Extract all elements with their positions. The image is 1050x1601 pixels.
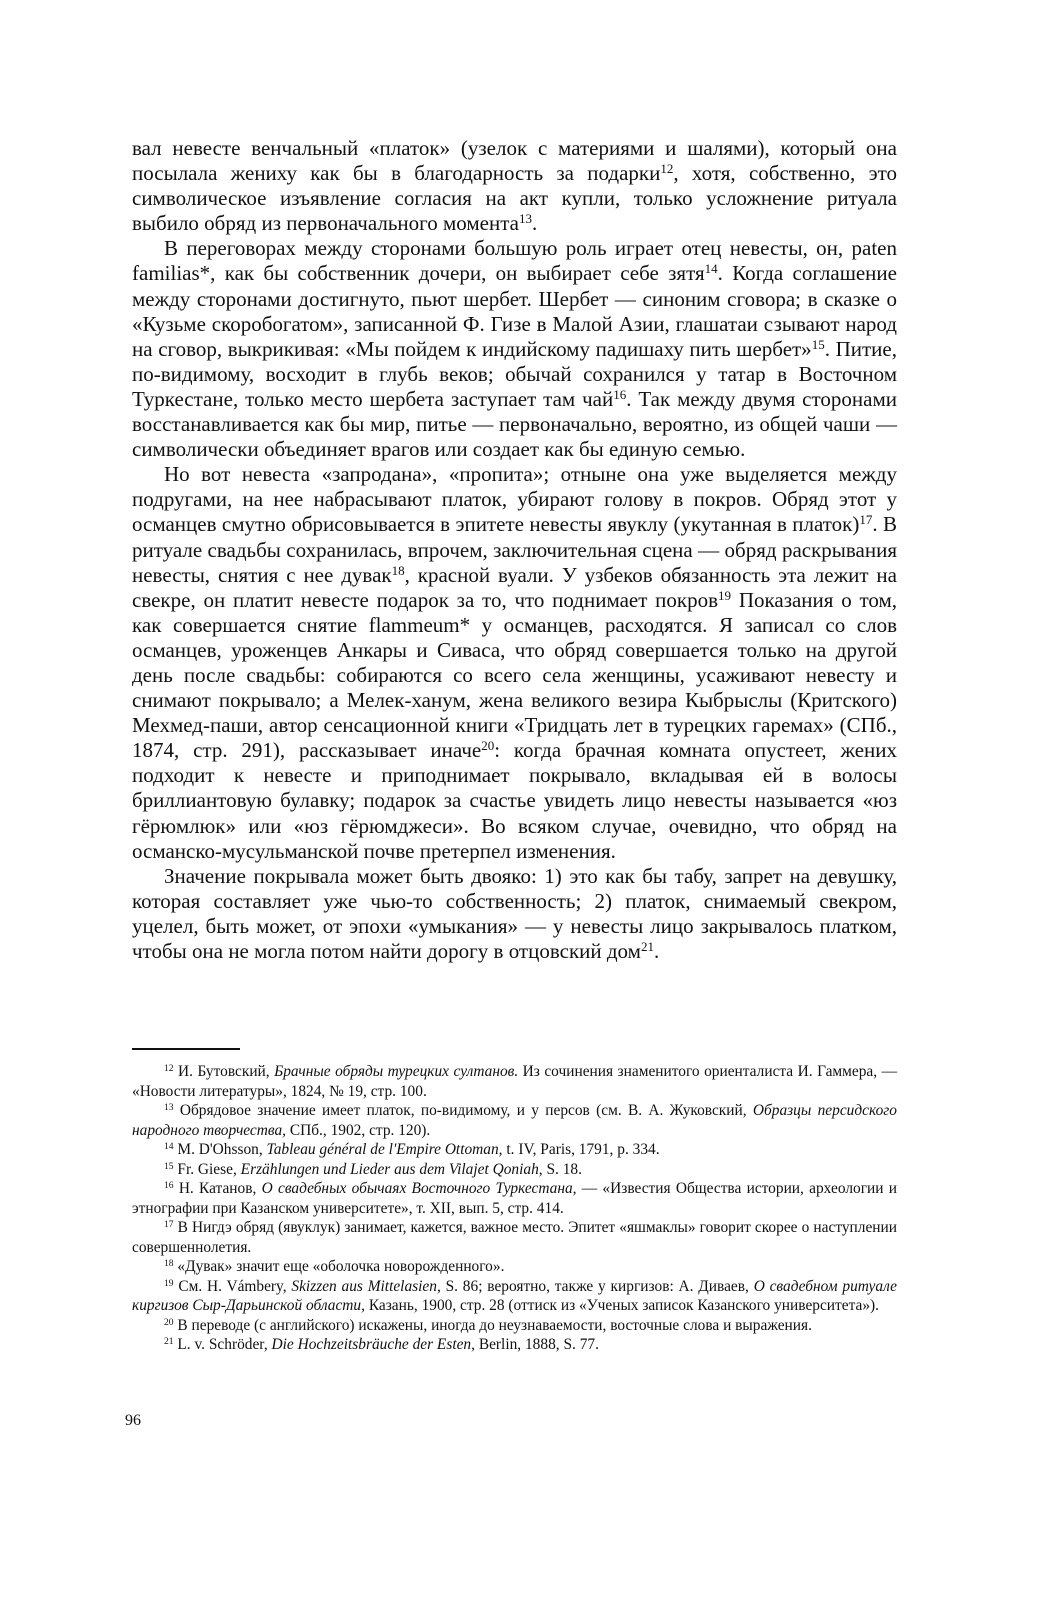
text-run: Обрядовое значение имеет платок, по-видимому, и у персов (см. В. А. Жуковский, <box>179 1102 753 1119</box>
footnote-ref: 17 <box>859 512 873 528</box>
footnote-number: 14 <box>164 1140 174 1152</box>
text-run: В переводе (с английского) искажены, иногда до неузнаваемости, восточные слова и выражения. <box>177 1316 812 1334</box>
footnote <box>132 1277 897 1316</box>
text-run: t. IV, Paris, 1791, p. 334. <box>502 1141 660 1158</box>
text-run: S. 86; вероятно, также у киргизов: А. Диваев, <box>440 1277 754 1295</box>
text-run: Значение покрывала может быть двояко: 1) это как бы табу, запрет на девушку, которая составляет уже чью-то собственность; 2) платок, снимаемый свекром, уцелел, быть может, от эпохи «умыкания» — у невесты лицо закрывалось платком, чтобы она не могла потом найти дорогу в отцовский дом <box>132 863 897 963</box>
paragraph <box>132 462 897 864</box>
footnote-number: 21 <box>164 1335 174 1347</box>
italic-title: О свадебных обычаях Восточного Туркестана, <box>261 1180 577 1197</box>
text-run: Казань, 1900, стр. 28 (оттиск из «Ученых записок Казанского университета»). <box>364 1297 880 1314</box>
footnote-ref: 21 <box>640 938 654 954</box>
footnote <box>132 1257 897 1277</box>
text-run: Из сочинения знаменитого ориенталиста И. Гаммера, — «Новости литературы», 1824, № 19, стр. 100. <box>132 1063 897 1100</box>
italic-title: О свадебном ритуале киргизов Сыр-Дарьинской области, <box>132 1277 897 1314</box>
footnote-ref: 14 <box>704 261 718 277</box>
text-run: В Нигдэ обряд (явуклук) занимает, кажется, важное место. Эпитет «яшмаклы» говорит скорее о наступлении совершеннолетия. <box>132 1219 897 1256</box>
footnote-number: 18 <box>164 1257 174 1269</box>
footnote-ref: 12 <box>660 160 674 176</box>
text-run: Berlin, 1888, S. 77. <box>474 1336 599 1353</box>
text-run: — «Известия Общества истории, археологии и этнографии при Казанском университете», т. XII, вып. 5, стр. 414. <box>132 1180 897 1217</box>
footnote-number: 16 <box>164 1179 174 1191</box>
text-run: . Питие, по-видимому, восходит в глубь веков; обычай сохранился у татар в Восточном Туркестане, только место шербета заступает там чай <box>132 336 897 411</box>
footnote-ref: 15 <box>811 336 825 352</box>
footnote <box>132 1062 897 1101</box>
text-run: M. D'Ohsson, <box>177 1141 267 1158</box>
text-run: См. H. Vámbery, <box>178 1277 292 1295</box>
footnote-number: 17 <box>164 1218 174 1230</box>
footnote <box>132 1218 897 1257</box>
footnote <box>132 1101 897 1140</box>
footnote-number: 20 <box>164 1316 174 1328</box>
italic-title: Образцы персидского народного творчества, <box>132 1102 897 1139</box>
footnote <box>132 1179 897 1218</box>
italic-title: Брачные обряды турецких султанов. <box>274 1063 519 1080</box>
footnote-number: 19 <box>164 1277 174 1289</box>
footnote-number: 15 <box>164 1160 174 1172</box>
italic-title: Tableau général de l'Empire Ottoman, <box>266 1141 503 1158</box>
text-run: L. v. Schröder, <box>177 1336 272 1353</box>
text-run: . Так между двумя сторонами восстанавливается как бы мир, питье — первоначально, вероятно, из общей чаши — символически объединяет врагов или создает как бы единую семью. <box>132 386 897 462</box>
main-text <box>132 136 897 964</box>
text-run: : когда брачная комната опустеет, жених подходит к невесте и приподнимает покрывало, вкладывая ей в волосы бриллиантовую булавку; подарок за счастье увидеть лицо невесты называется «юз гёрюмлюк» или «юз гёрюмджеси». Во всяком случае, очевидно, что обряд на османско-мусульманской почве претерпел изменения. <box>132 738 897 863</box>
italic-title: Skizzen aus Mittelasien, <box>291 1277 441 1295</box>
text-run: СПб., 1902, стр. 120). <box>286 1121 431 1139</box>
text-run: Fr. Giese, <box>177 1160 241 1178</box>
footnote <box>132 1335 897 1355</box>
text-run: S. 18. <box>542 1160 582 1178</box>
text-run: , хотя, собственно, это символическое изъявление согласия на акт купли, только усложнение ритуала выбило обряд из первоначального момента <box>132 161 897 236</box>
footnote-ref: 20 <box>481 738 495 754</box>
text-run: Показания о том, как совершается снятие flammeum* у османцев, расходятся. Я записал со слов османцев, уроженцев Анкары и Сиваса, что обряд совершается только на другой день после свадьбы: собираются со всего села женщины, усаживают невесту и снимают покрывало; а Мелек-ханум, жена великого везира Кыбрыслы (Критского) Мехмед-паши, автор сенсационной книги «Тридцать лет в турецких гаремах» (СПб., 1874, стр. 291), рассказывает иначе <box>132 587 897 763</box>
footnote-ref: 19 <box>718 587 732 603</box>
text-run: В переговорах между сторонами большую роль играет отец невесты, он, paten familias*, как бы собственник дочери, он выбирает себе зятя <box>132 236 897 286</box>
paragraph <box>132 236 897 462</box>
italic-title: Erzählungen und Lieder aus dem Vilajet Qoniah, <box>240 1160 543 1178</box>
text-run: Н. Катанов, <box>178 1180 262 1197</box>
footnote-ref: 16 <box>613 386 627 402</box>
footnote <box>132 1140 897 1160</box>
text-run: . <box>532 211 538 236</box>
text-run: . В ритуале свадьбы сохранилась, впрочем, заключительная сцена — обряд раскрывания невесты, снятия с нее дувак <box>132 512 898 587</box>
paragraph <box>132 864 897 964</box>
text-run: И. Бутовский, <box>178 1063 275 1080</box>
footnote-separator <box>132 1048 240 1050</box>
page-number: 96 <box>125 1412 141 1429</box>
text-run: , красной вуали. У узбеков обязанность эта лежит на свекре, он платит невесте подарок за то, что поднимает покров <box>132 562 897 612</box>
text-run: «Дувак» значит еще «оболочка новорожденного». <box>177 1258 505 1275</box>
text-run: вал невесте венчальный «платок» (узелок с материями и шалями), который она посылала жениху как бы в благодарность за подарки <box>132 136 897 186</box>
paragraph <box>132 136 897 236</box>
text-run: . Когда соглашение между сторонами достигнуто, пьют шербет. Шербет — синоним сговора; в сказке о «Кузьме скоробогатом», записанной Ф. Гизе в Малой Азии, глашатаи сзывают народ на сговор, выкрикивая: «Мы пойдем к индийскому падишаху пить шербет» <box>132 261 897 361</box>
text-run: . <box>653 939 660 963</box>
text-run: Но вот невеста «запродана», «пропита»; отныне она уже выделяется между подругами, на нее набрасывают платок, убирают голову в покров. Обряд этот у османцев смутно обрисовывается в эпитете невесты явуклу (укутанная в платок) <box>132 462 897 537</box>
footnote-number: 13 <box>164 1101 174 1113</box>
footnote <box>132 1160 897 1180</box>
italic-title: Die Hochzeitsbräuche der Esten, <box>271 1336 475 1353</box>
footnote-ref: 18 <box>391 562 405 578</box>
footnotes <box>132 1062 897 1355</box>
footnote-number: 12 <box>164 1062 174 1074</box>
footnote <box>132 1316 897 1336</box>
footnote-ref: 13 <box>518 211 532 227</box>
